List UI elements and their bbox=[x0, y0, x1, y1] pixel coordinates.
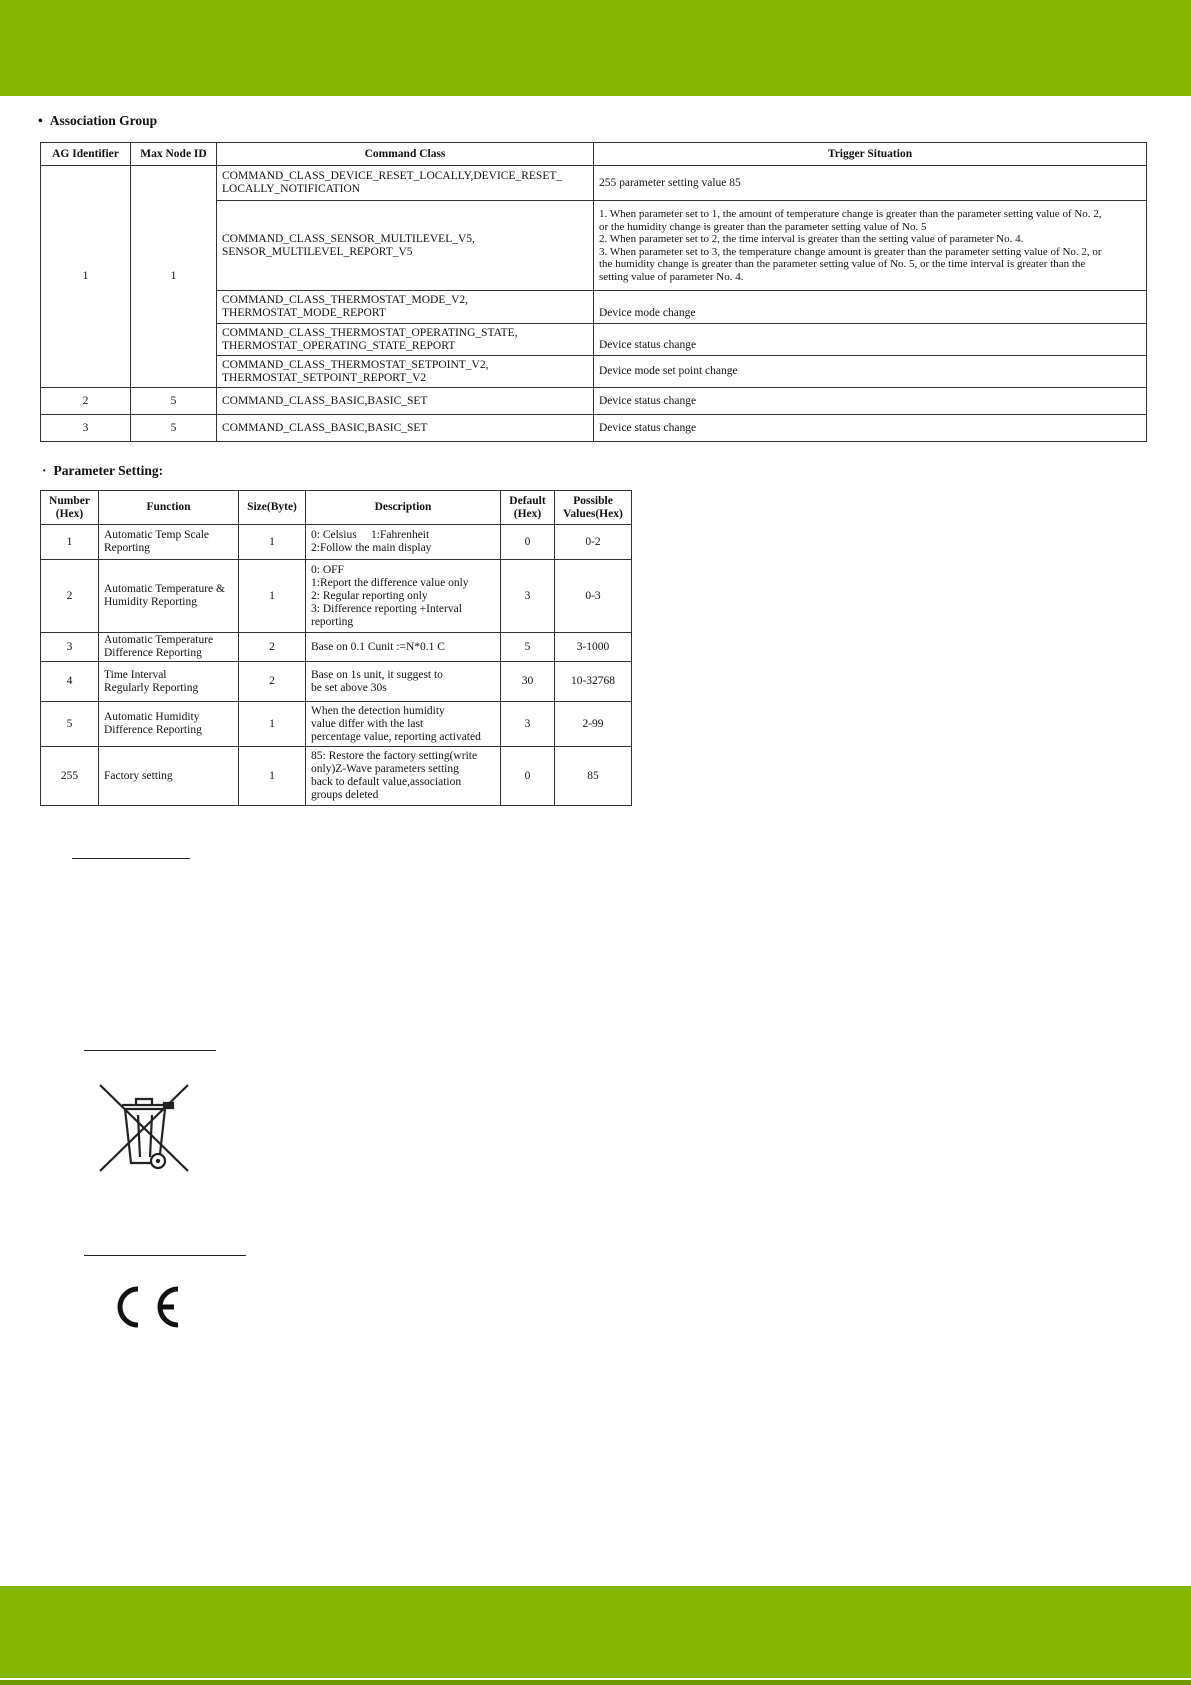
param-size: 1 bbox=[239, 702, 306, 747]
param-function: Factory setting bbox=[99, 747, 239, 806]
param-number: 5 bbox=[41, 702, 99, 747]
table-row bbox=[41, 560, 632, 633]
trigger-cell: Device mode change bbox=[594, 291, 1147, 324]
header-possible-values: Possible Values(Hex) bbox=[555, 491, 632, 525]
param-number: 1 bbox=[41, 525, 99, 560]
header-band bbox=[0, 0, 1191, 96]
param-default: 3 bbox=[501, 702, 555, 747]
bullet-icon: • bbox=[38, 113, 43, 128]
param-description: 0: Celsius 1:Fahrenheit 2:Follow the main display bbox=[306, 525, 501, 560]
group-max-node: 5 bbox=[131, 388, 217, 415]
param-number: 4 bbox=[41, 662, 99, 702]
parameter-setting-table bbox=[40, 490, 632, 806]
param-possible-values: 3-1000 bbox=[555, 633, 632, 662]
association-group-table bbox=[40, 142, 1147, 442]
header-function: Function bbox=[99, 491, 239, 525]
footer-band bbox=[0, 1586, 1191, 1678]
param-description: 85: Restore the factory setting(write only)Z-Wave parameters setting back to default value,association groups deleted bbox=[306, 747, 501, 806]
group-identifier: 2 bbox=[41, 388, 131, 415]
table-row bbox=[41, 747, 632, 806]
header-size: Size(Byte) bbox=[239, 491, 306, 525]
param-function: Automatic Temp Scale Reporting bbox=[99, 525, 239, 560]
table-header-row bbox=[41, 143, 1147, 166]
param-function: Automatic Temperature & Humidity Reporting bbox=[99, 560, 239, 633]
table-header-row bbox=[41, 491, 632, 525]
param-size: 1 bbox=[239, 747, 306, 806]
header-trigger-situation: Trigger Situation bbox=[594, 143, 1147, 166]
param-default: 30 bbox=[501, 662, 555, 702]
param-number: 3 bbox=[41, 633, 99, 662]
header-number: Number (Hex) bbox=[41, 491, 99, 525]
trigger-cell: Device status change bbox=[594, 324, 1147, 356]
group-max-node: 5 bbox=[131, 415, 217, 442]
command-class-cell: COMMAND_CLASS_THERMOSTAT_SETPOINT_V2, THERMOSTAT_SETPOINT_REPORT_V2 bbox=[217, 356, 594, 388]
param-description: When the detection humidity value differ with the last percentage value, reporting activated bbox=[306, 702, 501, 747]
param-default: 5 bbox=[501, 633, 555, 662]
param-description: 0: OFF 1:Report the difference value only 2: Regular reporting only 3: Difference reporting +Interval reporting bbox=[306, 560, 501, 633]
trigger-cell: 1. When parameter set to 1, the amount of temperature change is greater than the parameter setting value of No. 2, or the humidity change is greater than the parameter setting value of No. 5 2. When parameter set to 2, the time interval is greater than the setting value of parameter No. 4. 3. When parameter set to 3, the temperature change amount is greater than the parameter setting value of No. 2, or the humidity change is greater than the parameter setting value of No. 5, or the time interval is greater than the setting value of parameter No. 4. bbox=[594, 201, 1147, 291]
trigger-cell: 255 parameter setting value 85 bbox=[594, 166, 1147, 201]
table-row bbox=[41, 415, 1147, 442]
association-group-title: • Association Group bbox=[38, 113, 158, 128]
group-identifier: 1 bbox=[41, 166, 131, 388]
param-size: 2 bbox=[239, 662, 306, 702]
param-function: Automatic Temperature Difference Reporting bbox=[99, 633, 239, 662]
table-row bbox=[41, 388, 1147, 415]
header-ag-identifier: AG Identifier bbox=[41, 143, 131, 166]
command-class-cell: COMMAND_CLASS_THERMOSTAT_MODE_V2, THERMOSTAT_MODE_REPORT bbox=[217, 291, 594, 324]
bullet-icon: · bbox=[42, 463, 47, 478]
trigger-cell: Device status change bbox=[594, 415, 1147, 442]
trigger-cell: Device mode set point change bbox=[594, 356, 1147, 388]
param-number: 255 bbox=[41, 747, 99, 806]
weee-crossed-bin-icon bbox=[98, 1083, 192, 1173]
footer-line bbox=[0, 1680, 1191, 1685]
param-function: Time Interval Regularly Reporting bbox=[99, 662, 239, 702]
header-command-class: Command Class bbox=[217, 143, 594, 166]
param-default: 3 bbox=[501, 560, 555, 633]
param-possible-values: 0-3 bbox=[555, 560, 632, 633]
table-row bbox=[41, 633, 632, 662]
table-row bbox=[41, 166, 1147, 201]
param-possible-values: 0-2 bbox=[555, 525, 632, 560]
ce-mark-icon bbox=[108, 1283, 182, 1331]
section-underline bbox=[84, 1255, 246, 1256]
command-class-cell: COMMAND_CLASS_THERMOSTAT_OPERATING_STATE, THERMOSTAT_OPERATING_STATE_REPORT bbox=[217, 324, 594, 356]
param-size: 2 bbox=[239, 633, 306, 662]
command-class-cell: COMMAND_CLASS_DEVICE_RESET_LOCALLY,DEVICE_RESET_ LOCALLY_NOTIFICATION bbox=[217, 166, 594, 201]
param-description: Base on 0.1 Cunit :=N*0.1 C bbox=[306, 633, 501, 662]
param-default: 0 bbox=[501, 747, 555, 806]
group-max-node: 1 bbox=[131, 166, 217, 388]
header-default: Default (Hex) bbox=[501, 491, 555, 525]
param-size: 1 bbox=[239, 560, 306, 633]
table-row bbox=[41, 702, 632, 747]
param-default: 0 bbox=[501, 525, 555, 560]
trigger-cell: Device status change bbox=[594, 388, 1147, 415]
group-identifier: 3 bbox=[41, 415, 131, 442]
table-row bbox=[41, 662, 632, 702]
section-underline bbox=[72, 858, 190, 859]
param-possible-values: 10-32768 bbox=[555, 662, 632, 702]
command-class-cell: COMMAND_CLASS_BASIC,BASIC_SET bbox=[217, 415, 594, 442]
command-class-cell: COMMAND_CLASS_SENSOR_MULTILEVEL_V5, SENSOR_MULTILEVEL_REPORT_V5 bbox=[217, 201, 594, 291]
param-number: 2 bbox=[41, 560, 99, 633]
table-row bbox=[41, 525, 632, 560]
param-possible-values: 2-99 bbox=[555, 702, 632, 747]
command-class-cell: COMMAND_CLASS_BASIC,BASIC_SET bbox=[217, 388, 594, 415]
header-max-node-id: Max Node ID bbox=[131, 143, 217, 166]
param-possible-values: 85 bbox=[555, 747, 632, 806]
param-function: Automatic Humidity Difference Reporting bbox=[99, 702, 239, 747]
param-size: 1 bbox=[239, 525, 306, 560]
param-description: Base on 1s unit, it suggest to be set above 30s bbox=[306, 662, 501, 702]
section-underline bbox=[84, 1050, 216, 1051]
header-description: Description bbox=[306, 491, 501, 525]
parameter-setting-title: · Parameter Setting: bbox=[42, 463, 164, 478]
